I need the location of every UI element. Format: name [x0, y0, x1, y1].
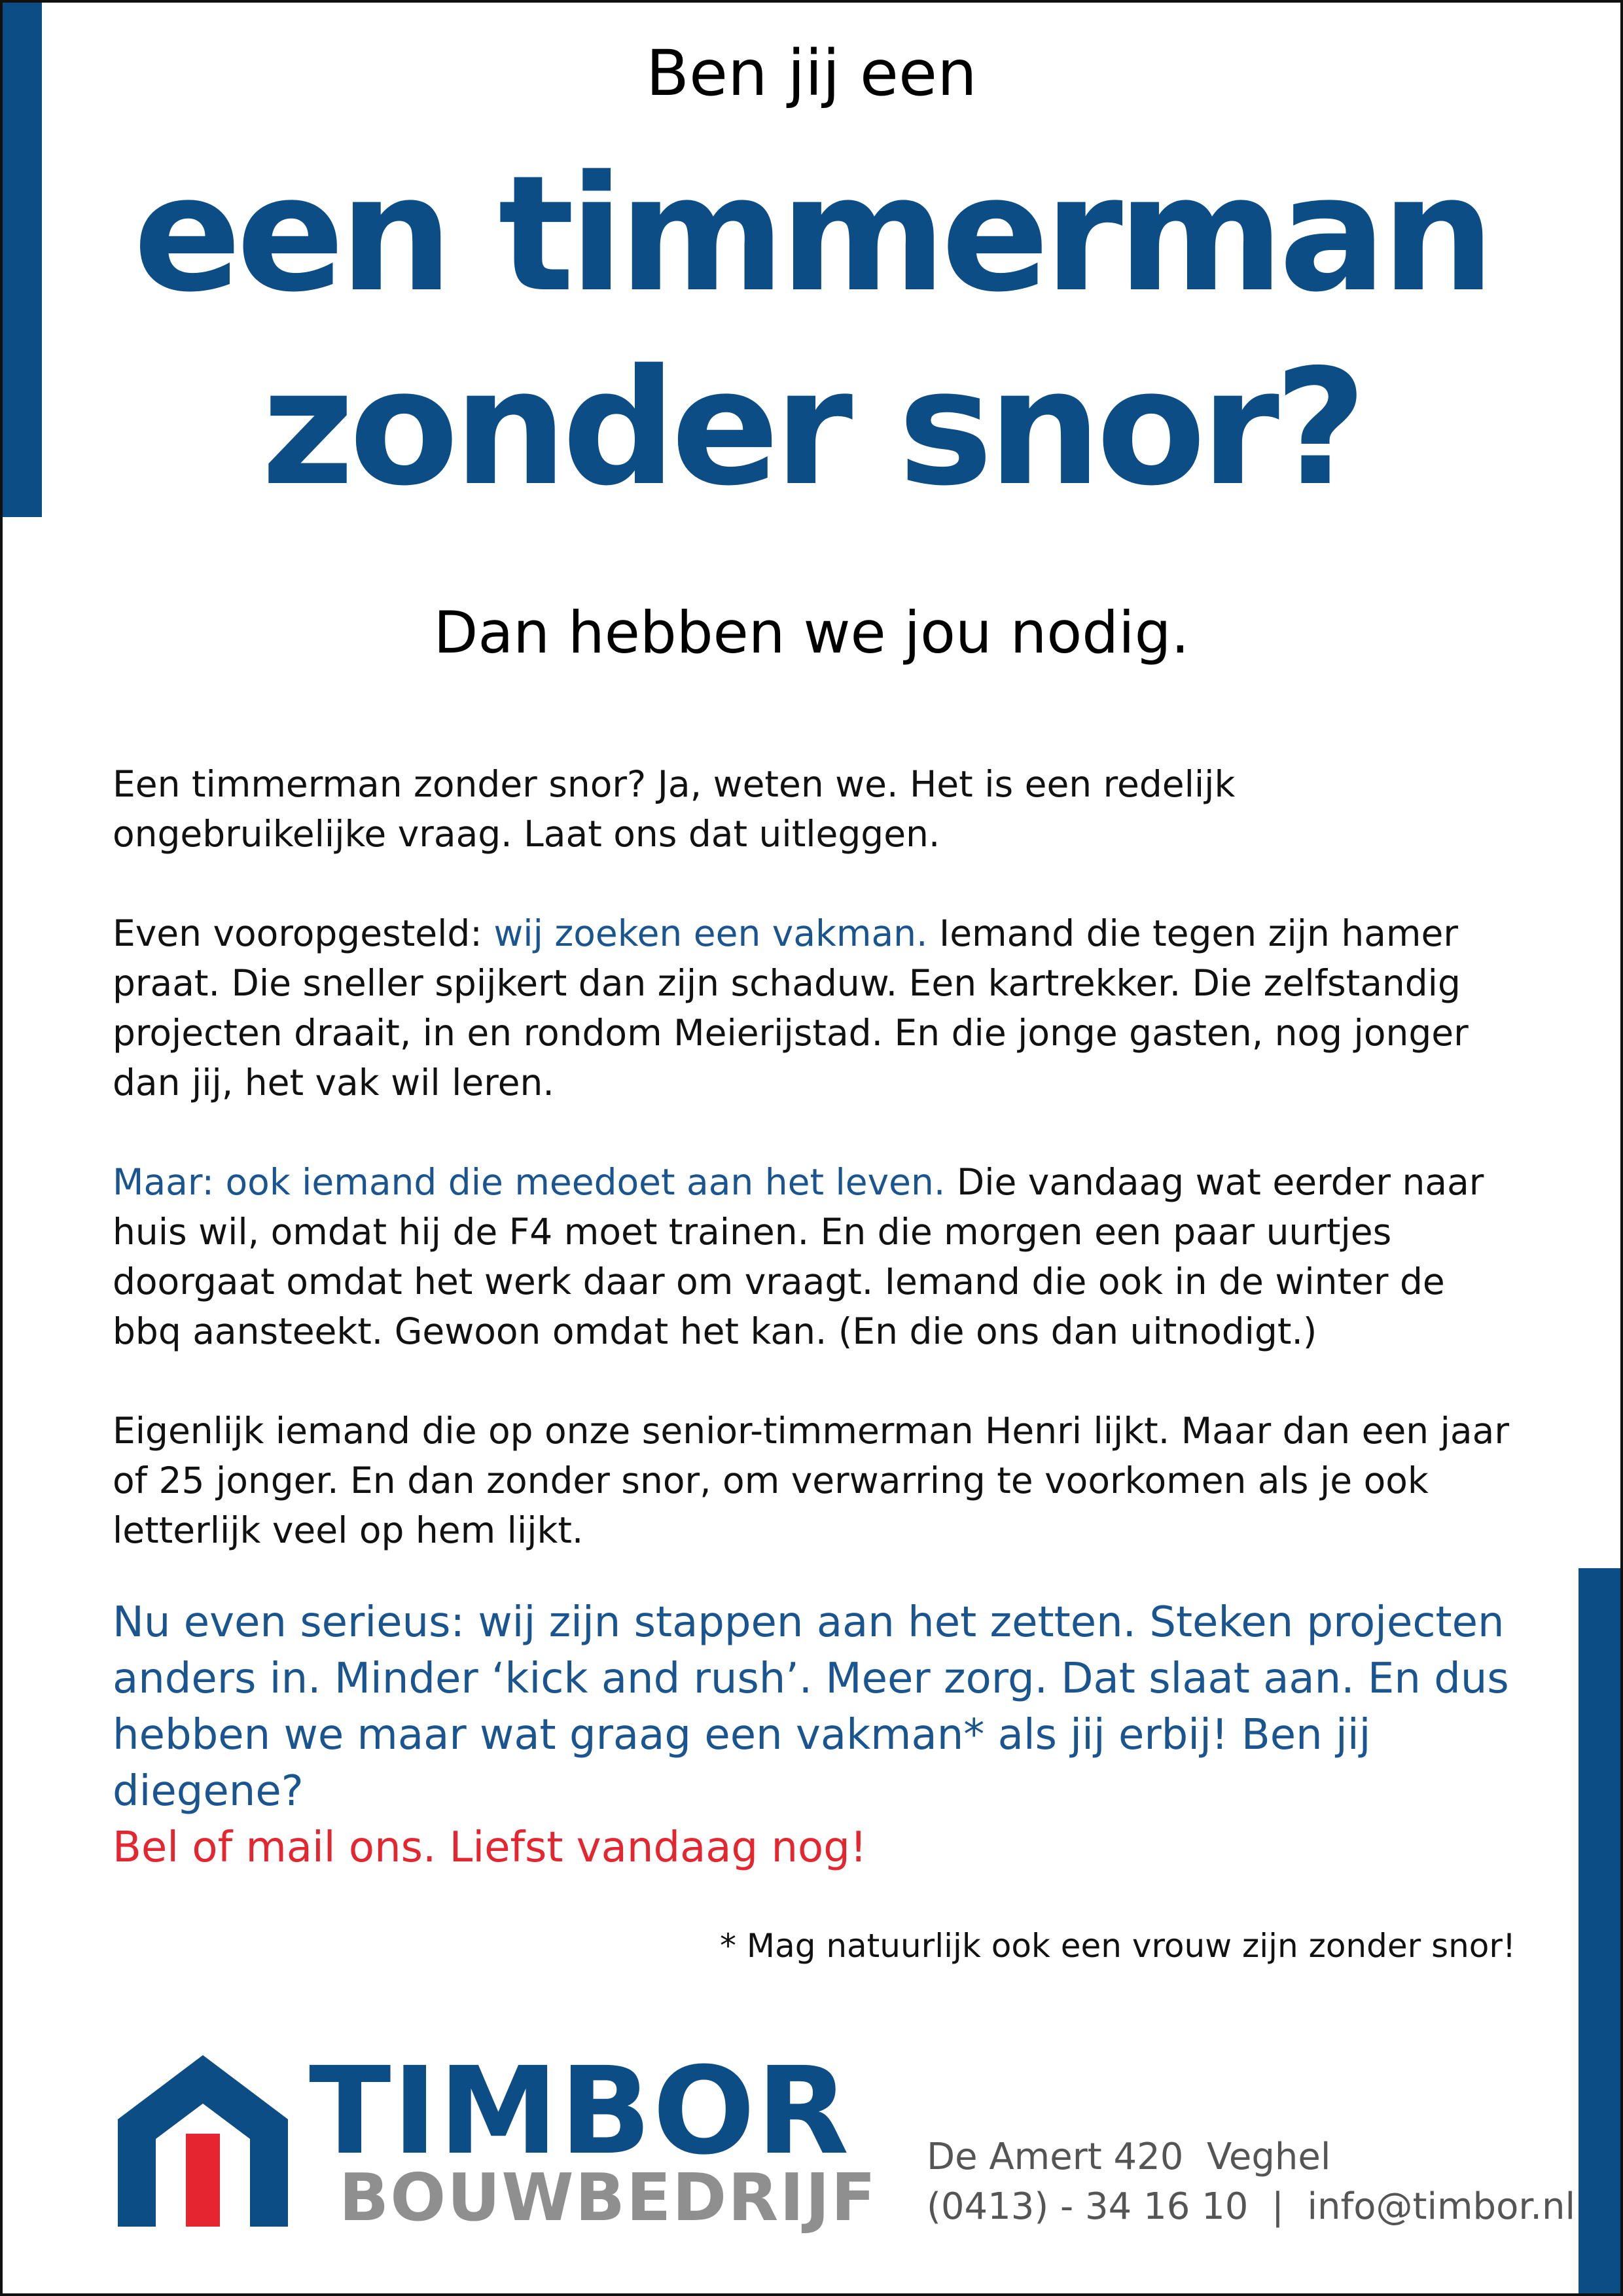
subheadline: Dan hebben we jou nodig.	[433, 599, 1190, 666]
paragraph-3-highlight: Maar: ook iemand die meedoet aan het leven.	[113, 1161, 946, 1203]
paragraph-3-rest: Die vandaag wat eerder naar huis wil, omdat hij de F4 moet trainen. En die morgen een paar uurtjes doorgaat omdat het werk daar om vraagt. Iemand die ook in de winter de bbq aansteekt. Gewoon omdat het kan. (En die ons dan uitnodigt.)	[113, 1161, 1484, 1352]
logo-subtitle: BOUWBEDRIJF	[339, 2159, 877, 2236]
closing-paragraph	[113, 1594, 1526, 1876]
right-accent-bar	[1578, 1568, 1620, 2293]
logo-wordmark: TIMBOR	[309, 2041, 851, 2181]
call-to-action: Bel of mail ons. Liefst vandaag nog!	[113, 1823, 867, 1872]
timbor-logo	[118, 2041, 877, 2236]
paragraph-2-lead: Even vooropgesteld:	[113, 912, 494, 954]
paragraph-2	[113, 908, 1520, 1107]
contact-phone-email: (0413) - 34 16 10 | info@timbor.nl	[927, 2185, 1576, 2228]
footnote: * Mag natuurlijk ook een vrouw zijn zonder snor!	[720, 1927, 1516, 1965]
paragraph-4: Eigenlijk iemand die op onze senior-timmerman Henri lijkt. Maar dan een jaar of 25 jonger. En dan zonder snor, om verwarring te voorkomen als je ook letterlijk veel op hem lijkt.	[113, 1410, 1509, 1551]
intro-text: Ben jij een	[646, 37, 977, 110]
paragraph-2-rest: Iemand die tegen zijn hamer praat. Die sneller spijkert dan zijn schaduw. Een kartrekker. Die zelfstandig projecten draait, in en rondom Meierijstad. En die jonge gasten, nog jonger dan jij, het vak wil leren.	[113, 912, 1469, 1103]
paragraph-3	[113, 1157, 1520, 1356]
paragraph-1: Een timmerman zonder snor? Ja, weten we. Het is een redelijk ongebruikelijke vraag. Laat ons dat uitleggen.	[113, 763, 1236, 855]
headline-line-2: zonder snor?	[261, 335, 1362, 521]
headline-line-1: een timmerman	[133, 141, 1490, 327]
contact-address: De Amert 420 Veghel	[927, 2136, 1331, 2178]
headline	[39, 137, 1584, 525]
paragraph-2-highlight: wij zoeken een vakman.	[493, 912, 928, 954]
contact-info	[927, 2132, 1575, 2232]
house-icon	[118, 2055, 288, 2227]
body-text	[113, 759, 1520, 1605]
closing-text: Nu even serieus: wij zijn stappen aan het zetten. Steken projecten anders in. Minder ‘kick and rush’. Meer zorg. Dat slaat aan. En dus hebben we maar wat graag een vakman* als jij erbij! Ben jij diegene?	[113, 1598, 1509, 1816]
